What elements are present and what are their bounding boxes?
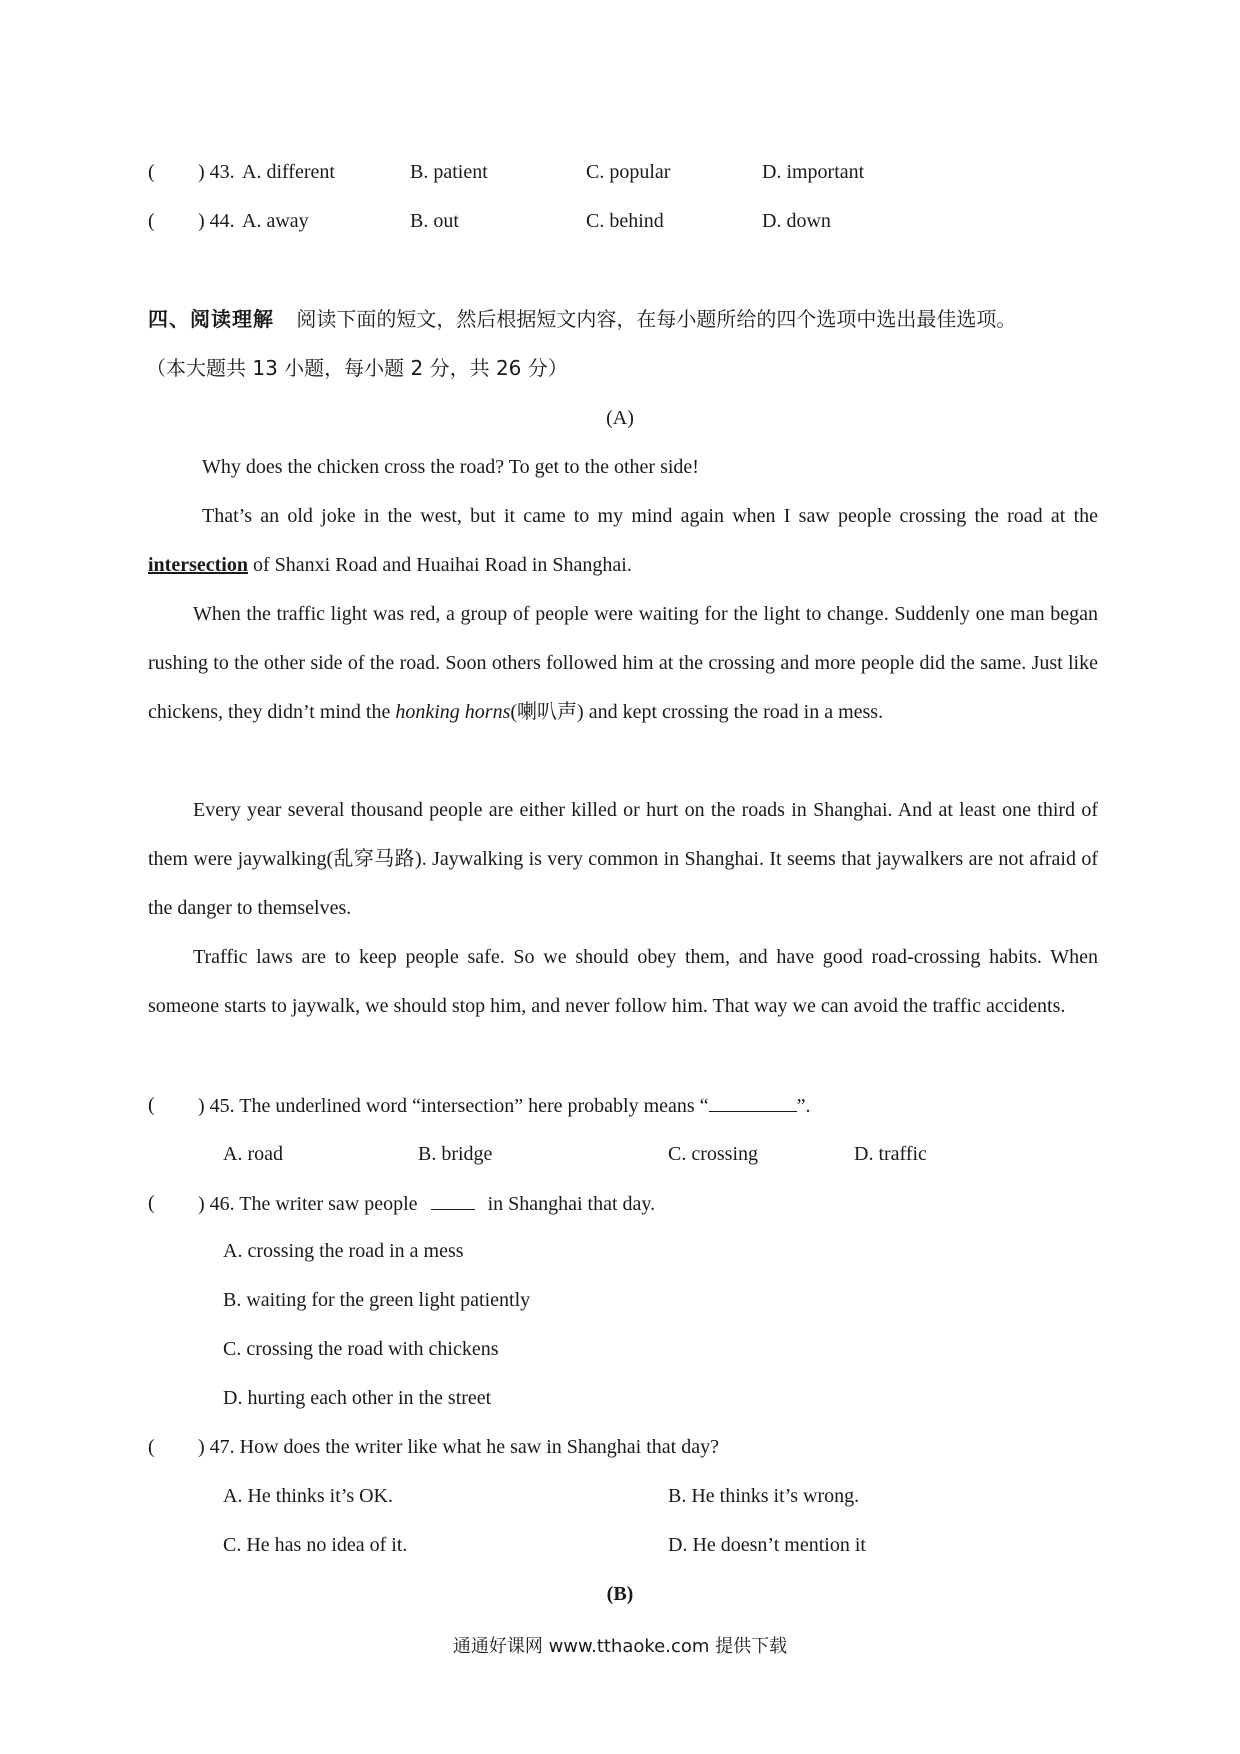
question-45-stem bbox=[148, 1093, 155, 1117]
q47-option-d: D. He doesn’t mention it bbox=[668, 1534, 866, 1556]
paragraph-text: That’s an old joke in the west, but it came to my mind again when I saw people crossing the road at the bbox=[202, 505, 1098, 527]
paragraph-text: Why does the chicken cross the road? To get to the other side! bbox=[202, 456, 699, 478]
option-b: B. out bbox=[410, 210, 459, 232]
q45-option-b: B. bridge bbox=[418, 1143, 493, 1165]
question-47-paren: ( bbox=[148, 1436, 155, 1458]
option-d: D. down bbox=[762, 210, 831, 232]
question-number: ) 43. bbox=[198, 161, 235, 183]
paragraph-text: (喇叭声) and kept crossing the road in a mess. bbox=[510, 701, 884, 723]
q46-option-c: C. crossing the road with chickens bbox=[223, 1338, 499, 1360]
page-footer: 通通好课网 www.tthaoke.com 提供下载 bbox=[452, 1636, 788, 1657]
q45-option-c: C. crossing bbox=[668, 1143, 758, 1165]
q47-option-c: C. He has no idea of it. bbox=[223, 1534, 408, 1556]
answer-paren: ( bbox=[148, 1094, 155, 1116]
section-instruction: 阅读下面的短文，然后根据短文内容，在每小题所给的四个选项中选出最佳选项。 bbox=[296, 307, 1017, 331]
option-a: A. away bbox=[242, 210, 309, 232]
q45-option-d: D. traffic bbox=[854, 1143, 927, 1165]
answer-blank bbox=[709, 1093, 797, 1112]
passage-a-label: (A) bbox=[606, 407, 634, 429]
option-c: C. popular bbox=[586, 161, 671, 183]
passage-a-paragraph-2 bbox=[148, 492, 1098, 590]
question-text: ) 45. The underlined word “intersection” here probably means “ bbox=[198, 1095, 709, 1117]
passage-a-paragraph-3 bbox=[148, 590, 1098, 737]
paragraph-text: Traffic laws are to keep people safe. So we should obey them, and have good road-crossing habits. When someone starts to jaywalk, we should stop him, and never follow him. That way we can avoid the traffic accidents. bbox=[148, 946, 1098, 1017]
section-title: 四、阅读理解 bbox=[148, 307, 274, 331]
answer-paren: ( bbox=[148, 210, 155, 232]
q45-option-a: A. road bbox=[223, 1143, 283, 1165]
option-c: C. behind bbox=[586, 210, 664, 232]
option-a: A. different bbox=[242, 161, 335, 183]
q47-option-b: B. He thinks it’s wrong. bbox=[668, 1485, 860, 1507]
option-b: B. patient bbox=[410, 161, 488, 183]
passage-a-paragraph-5 bbox=[148, 933, 1098, 1031]
italic-phrase: honking horns bbox=[395, 701, 511, 723]
option-d: D. important bbox=[762, 161, 865, 183]
question-number: ) 44. bbox=[198, 210, 235, 232]
question-text: ”. bbox=[796, 1095, 811, 1117]
passage-a-paragraph-4 bbox=[148, 786, 1098, 933]
passage-a-paragraph-1 bbox=[148, 443, 1098, 492]
q46-option-a: A. crossing the road in a mess bbox=[223, 1240, 464, 1262]
paragraph-text: of Shanxi Road and Huaihai Road in Shanghai. bbox=[247, 554, 632, 576]
question-text: ) 46. The writer saw people bbox=[198, 1193, 418, 1215]
answer-blank bbox=[431, 1191, 475, 1210]
q47-option-a: A. He thinks it’s OK. bbox=[223, 1485, 393, 1507]
underlined-word: intersection bbox=[148, 554, 248, 576]
question-46-paren: ( bbox=[148, 1192, 155, 1214]
answer-paren: ( bbox=[148, 161, 155, 183]
section-heading bbox=[148, 307, 1016, 331]
passage-b-label: (B) bbox=[606, 1583, 634, 1605]
paragraph-text: When the traffic light was red, a group of people were waiting for the light to change. Suddenly one man began rushing to the other side of the road. Soon others followed him at the crossing and more people did the same. Just like chickens, they didn’t mind the bbox=[148, 603, 1098, 723]
question-46-text bbox=[198, 1191, 655, 1216]
question-45-text bbox=[198, 1093, 810, 1118]
section-note: （本大题共 13 小题，每小题 2 分，共 26 分） bbox=[146, 356, 568, 380]
question-47-text: ) 47. How does the writer like what he saw in Shanghai that day? bbox=[198, 1436, 719, 1458]
q46-option-d: D. hurting each other in the street bbox=[223, 1387, 492, 1409]
question-text: in Shanghai that day. bbox=[487, 1193, 656, 1215]
paragraph-text: Every year several thousand people are either killed or hurt on the roads in Shanghai. And at least one third of them were jaywalking(乱穿马路). Jaywalking is very common in Shanghai. It seems that jaywalkers are not afraid of the danger to themselves. bbox=[148, 799, 1098, 919]
q46-option-b: B. waiting for the green light patiently bbox=[223, 1289, 531, 1311]
